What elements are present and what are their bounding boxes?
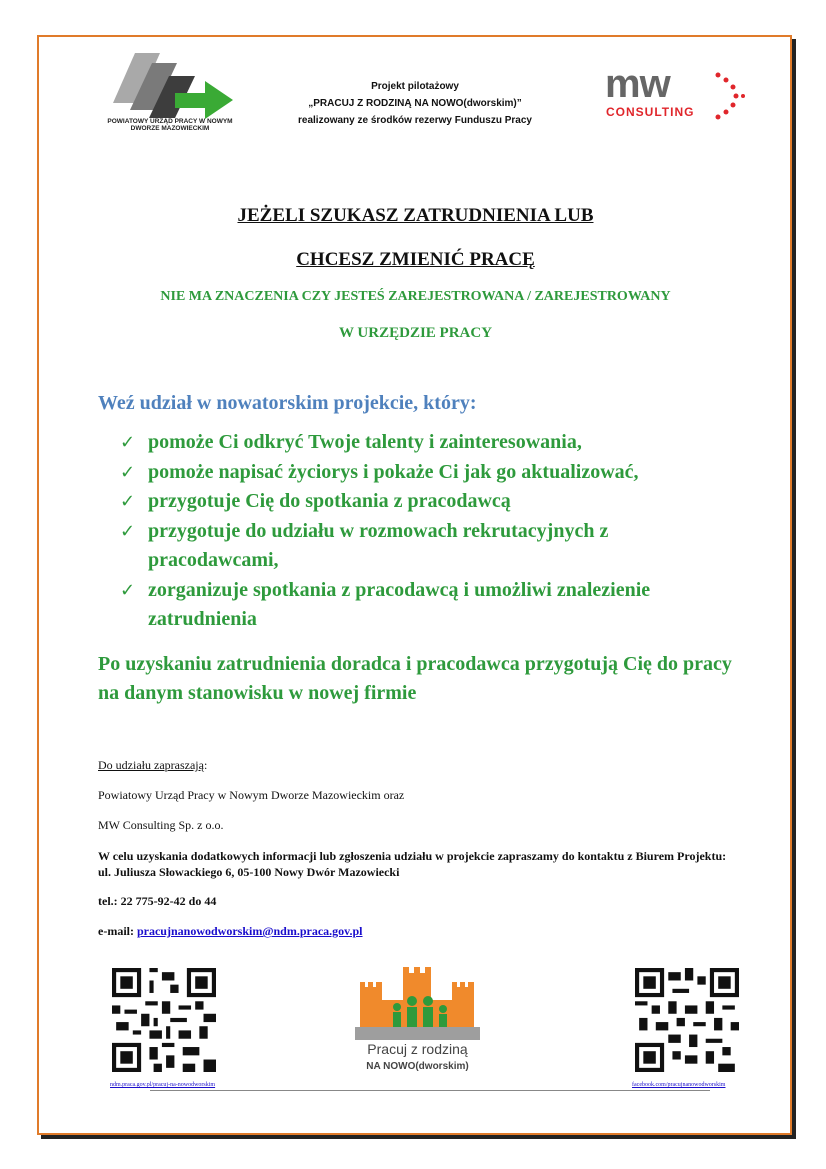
mw-logo-bottom: CONSULTING [606, 105, 695, 119]
lead-text: Weź udział w nowatorskim projekcie, który: [98, 392, 477, 414]
checkmark-icon: ✓ [120, 520, 136, 542]
project-line3: realizowany ze środków rezerwy Funduszu Pracy [298, 115, 532, 126]
logo-line1: Pracuj z rodziną [367, 1041, 468, 1057]
project-header [270, 78, 560, 129]
pracuj-z-rodzina-logo [355, 965, 480, 1083]
benefits-list [120, 428, 770, 635]
outro-text: Po uzyskaniu zatrudnienia doradca i pracodawca przygotują Cię do pracy na danym stanowisku w nowej firmie [98, 653, 732, 704]
checkmark-icon: ✓ [120, 491, 136, 512]
pup-logo-text: POWIATOWY URZĄD PRACY W NOWYM DWORZE MAZOWIECKIM [107, 118, 233, 132]
heading-line1: JEŻELI SZUKASZ ZATRUDNIENIA LUB [237, 205, 594, 226]
qr-left-caption[interactable]: ndm.praca.gov.pl/pracuj-na-nowodworskim [110, 1082, 216, 1088]
email-line: e-mail: pracujnanowodworskim@ndm.praca.gov.pl [98, 924, 363, 938]
heading-line4: W URZĘDZIE PRACY [338, 325, 493, 341]
logo-line2: NA NOWO(dworskim) [366, 1061, 469, 1072]
castle-family-icon [355, 965, 480, 1040]
invite-label: Do udziału zapraszają: [98, 758, 208, 772]
heading-line3: NIE MA ZNACZENIA CZY JESTEŚ ZAREJESTROWANA / ZAREJESTROWANY [160, 289, 671, 304]
mw-logo-top: mw [605, 62, 670, 106]
org1-text: Powiatowy Urząd Pracy w Nowym Dworze Mazowieckim oraz [98, 788, 405, 802]
mw-consulting-logo [600, 62, 750, 123]
project-line1: Projekt pilotażowy [371, 81, 459, 92]
qr-code-left[interactable] [112, 968, 216, 1072]
org2-text: MW Consulting Sp. z o.o. [98, 818, 224, 832]
qr-right-caption[interactable]: facebook.com/pracujnanowodworskim [632, 1082, 726, 1088]
qr-code-right[interactable] [635, 968, 739, 1072]
heading-line2: CHCESZ ZMIENIĆ PRACĘ [296, 249, 535, 270]
tel-text: tel.: 22 775-92-42 do 44 [98, 894, 217, 908]
list-item: ✓ pomoże napisać życiorys i pokaże Ci jak go aktualizować, [120, 458, 770, 488]
list-item: ✓ zorganizuje spotkania z pracodawcą i umożliwi znalezienie zatrudnienia [120, 576, 748, 635]
list-item: ✓ pomoże Ci odkryć Twoje talenty i zainteresowania, [120, 428, 770, 458]
info-text: W celu uzyskania dodatkowych informacji lub zgłoszenia udziału w projekcie zapraszamy do kontaktu z Biurem Projektu: ul. Juliusza Słowackiego 6, 05-100 Nowy Dwór Mazowiecki [98, 849, 727, 879]
checkmark-icon: ✓ [120, 432, 136, 453]
footer-divider [150, 1090, 710, 1091]
checkmark-icon: ✓ [120, 579, 136, 601]
list-item: ✓ przygotuje Cię do spotkania z pracodawcą [120, 487, 770, 517]
mw-dots-icon [712, 70, 750, 120]
project-line2: „PRACUJ Z RODZINĄ NA NOWO(dworskim)” [308, 98, 522, 109]
email-link[interactable]: pracujnanowodworskim@ndm.praca.gov.pl [136, 924, 363, 938]
list-item: ✓ przygotuje do udziału w rozmowach rekrutacyjnych z pracodawcami, [120, 517, 668, 576]
checkmark-icon: ✓ [120, 461, 136, 483]
